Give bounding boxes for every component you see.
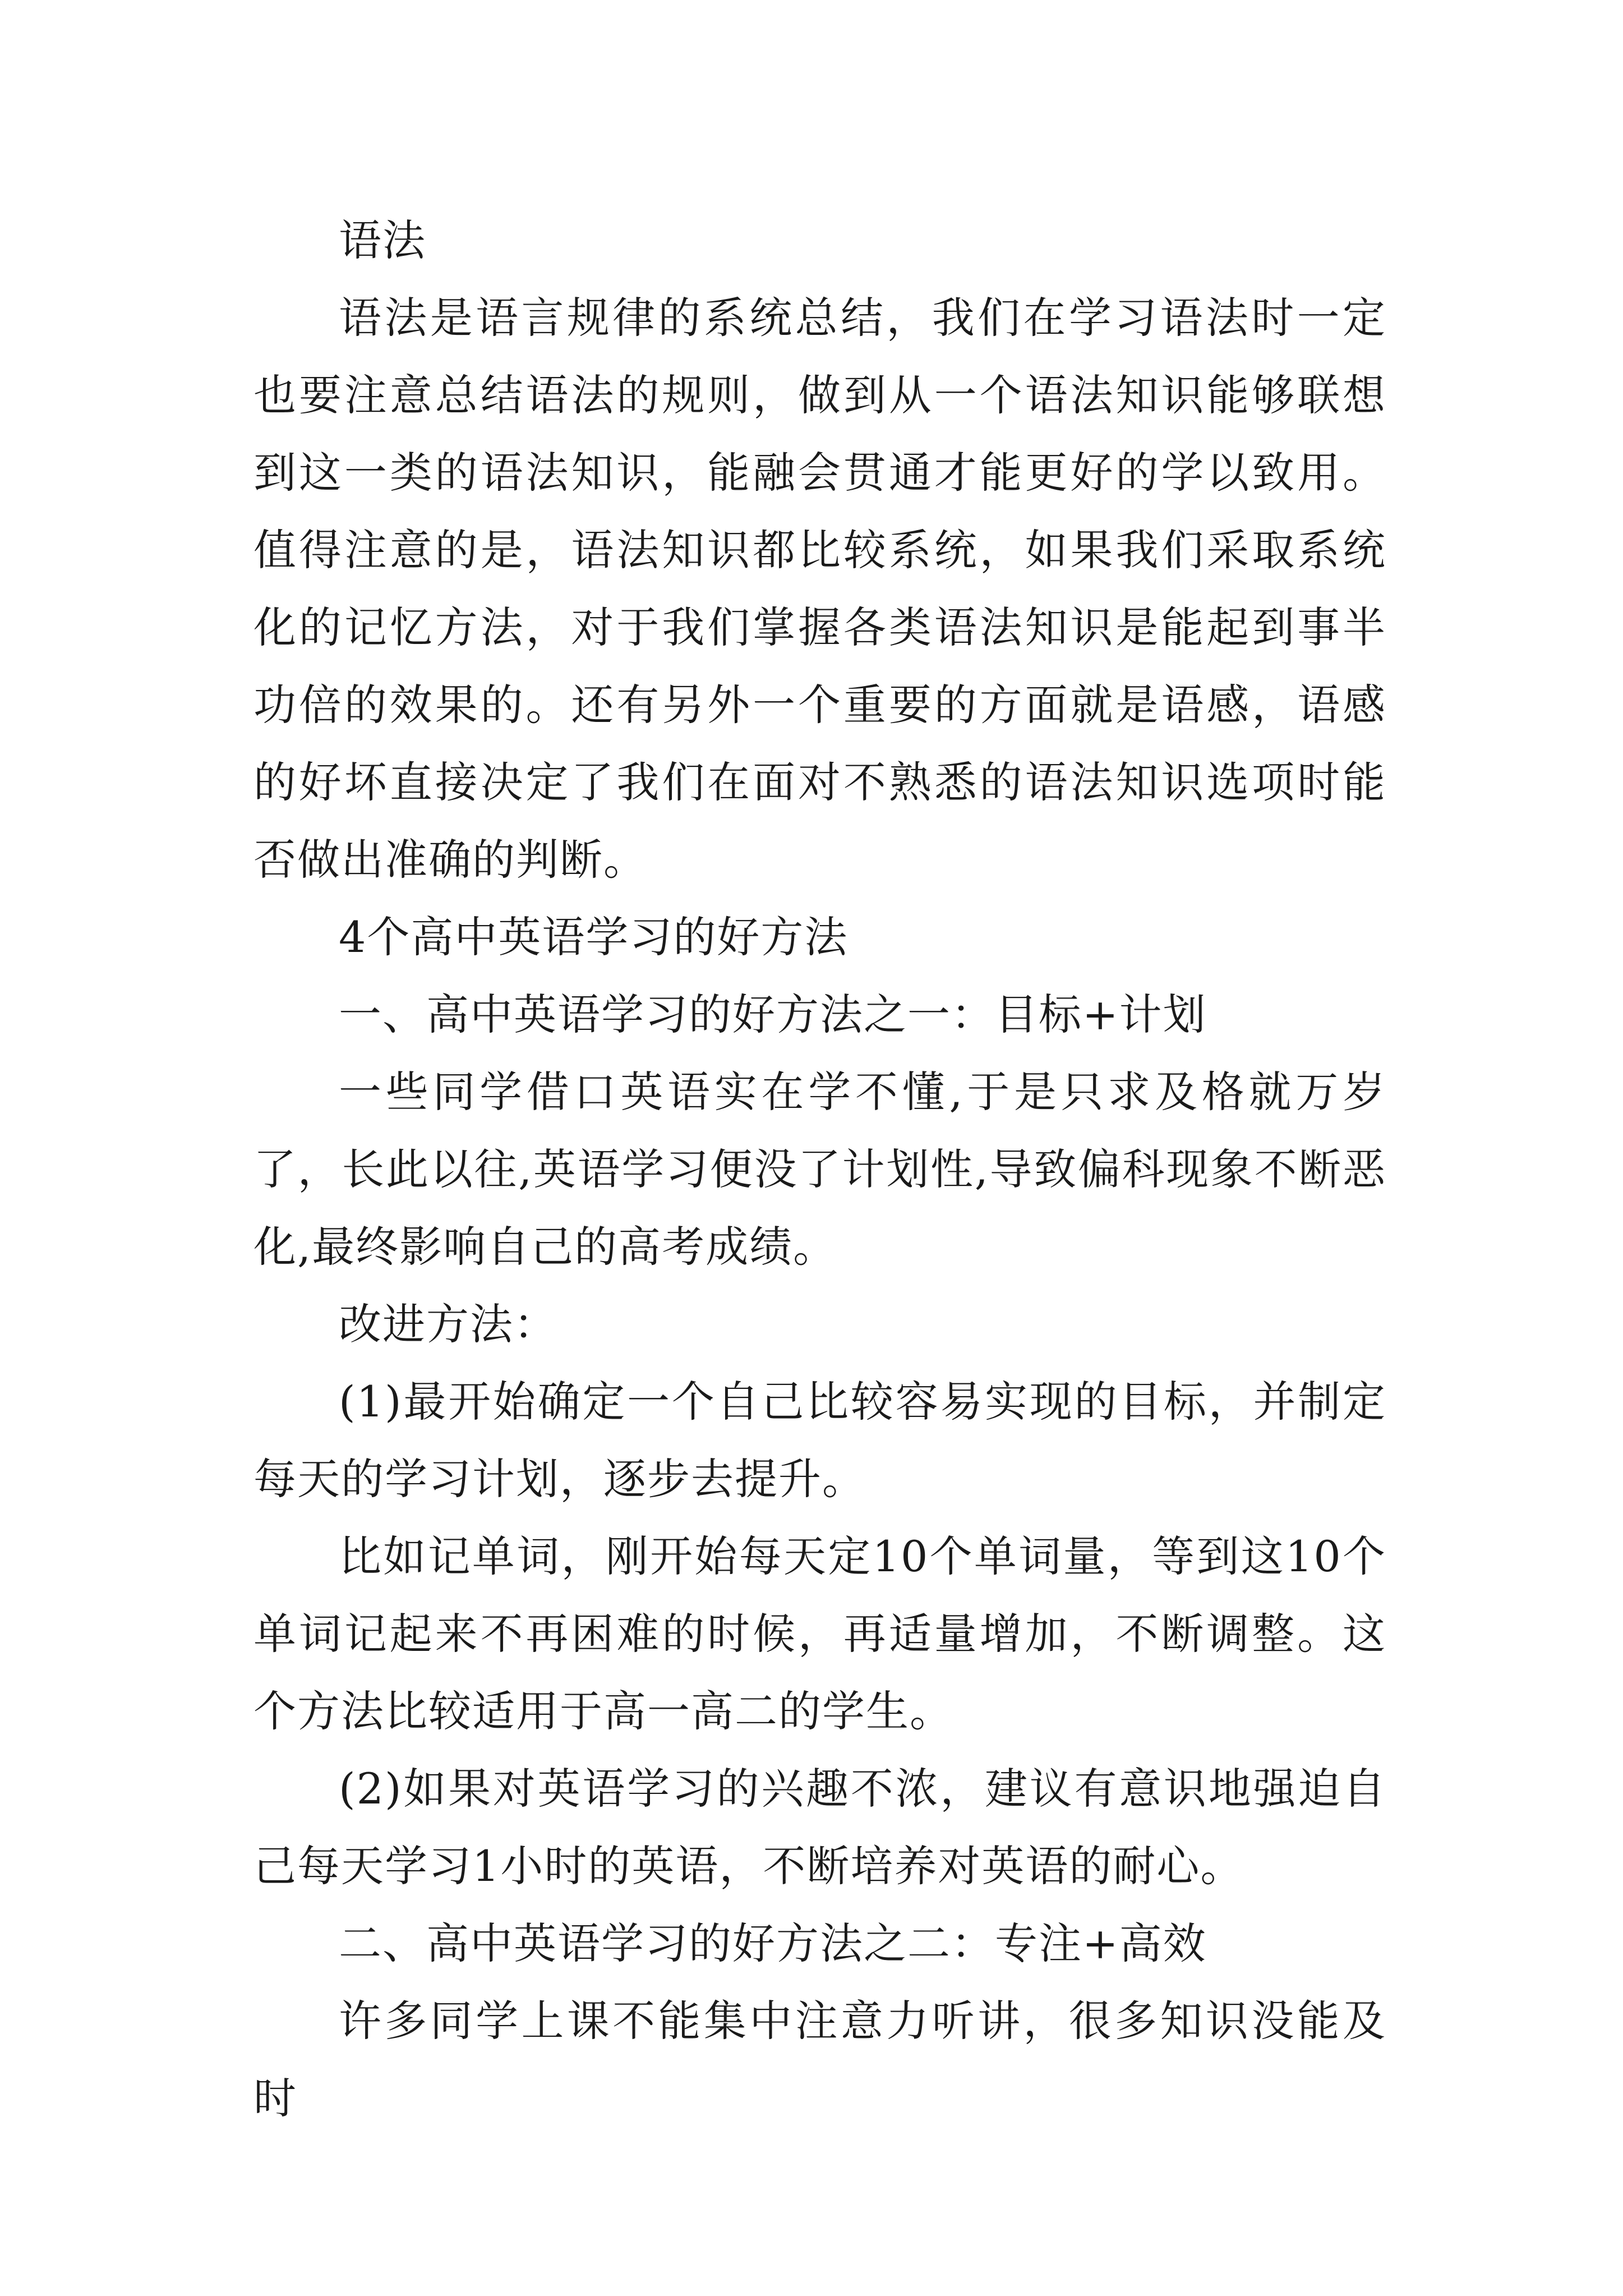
paragraph-improvement-1: (1)最开始确定一个自己比较容易实现的目标，并制定每天的学习计划，逐步去提升。 (253, 1377, 1386, 1504)
heading-method-one: 一、高中英语学习的好方法之一：目标+计划 (339, 990, 1207, 1039)
paragraph-method-one-problem: 一些同学借口英语实在学不懂,于是只求及格就万岁了，长此以往,英语学习便没了计划性,导致偏科现象不断恶化,最终影响自己的高考成绩。 (253, 1067, 1386, 1272)
paragraph-method-two-problem: 许多同学上课不能集中注意力听讲，很多知识没能及时 (253, 1996, 1386, 2123)
paragraph-word-example: 比如记单词，刚开始每天定10个单词量，等到这10个单词记起来不再困难的时候，再适量增加，不断调整。这个方法比较适用于高一高二的学生。 (253, 1531, 1386, 1736)
heading-improvement: 改进方法： (339, 1299, 557, 1349)
heading-grammar: 语法 (339, 215, 426, 265)
heading-method-two: 二、高中英语学习的好方法之二：专注+高效 (339, 1918, 1207, 1968)
heading-four-methods: 4个高中英语学习的好方法 (339, 912, 849, 962)
document-body (253, 202, 1386, 2137)
paragraph-improvement-2: (2)如果对英语学习的兴趣不浓，建议有意识地强迫自己每天学习1小时的英语，不断培养对英语的耐心。 (253, 1764, 1386, 1891)
paragraph-grammar-summary: 语法是语言规律的系统总结，我们在学习语法时一定也要注意总结语法的规则，做到从一个语法知识能够联想到这一类的语法知识，能融会贯通才能更好的学以致用。值得注意的是，语法知识都比较系统，如果我们采取系统化的记忆方法，对于我们掌握各类语法知识是能起到事半功倍的效果的。还有另外一个重要的方面就是语感，语感的好坏直接决定了我们在面对不熟悉的语法知识选项时能否做出准确的判断。 (253, 293, 1386, 885)
